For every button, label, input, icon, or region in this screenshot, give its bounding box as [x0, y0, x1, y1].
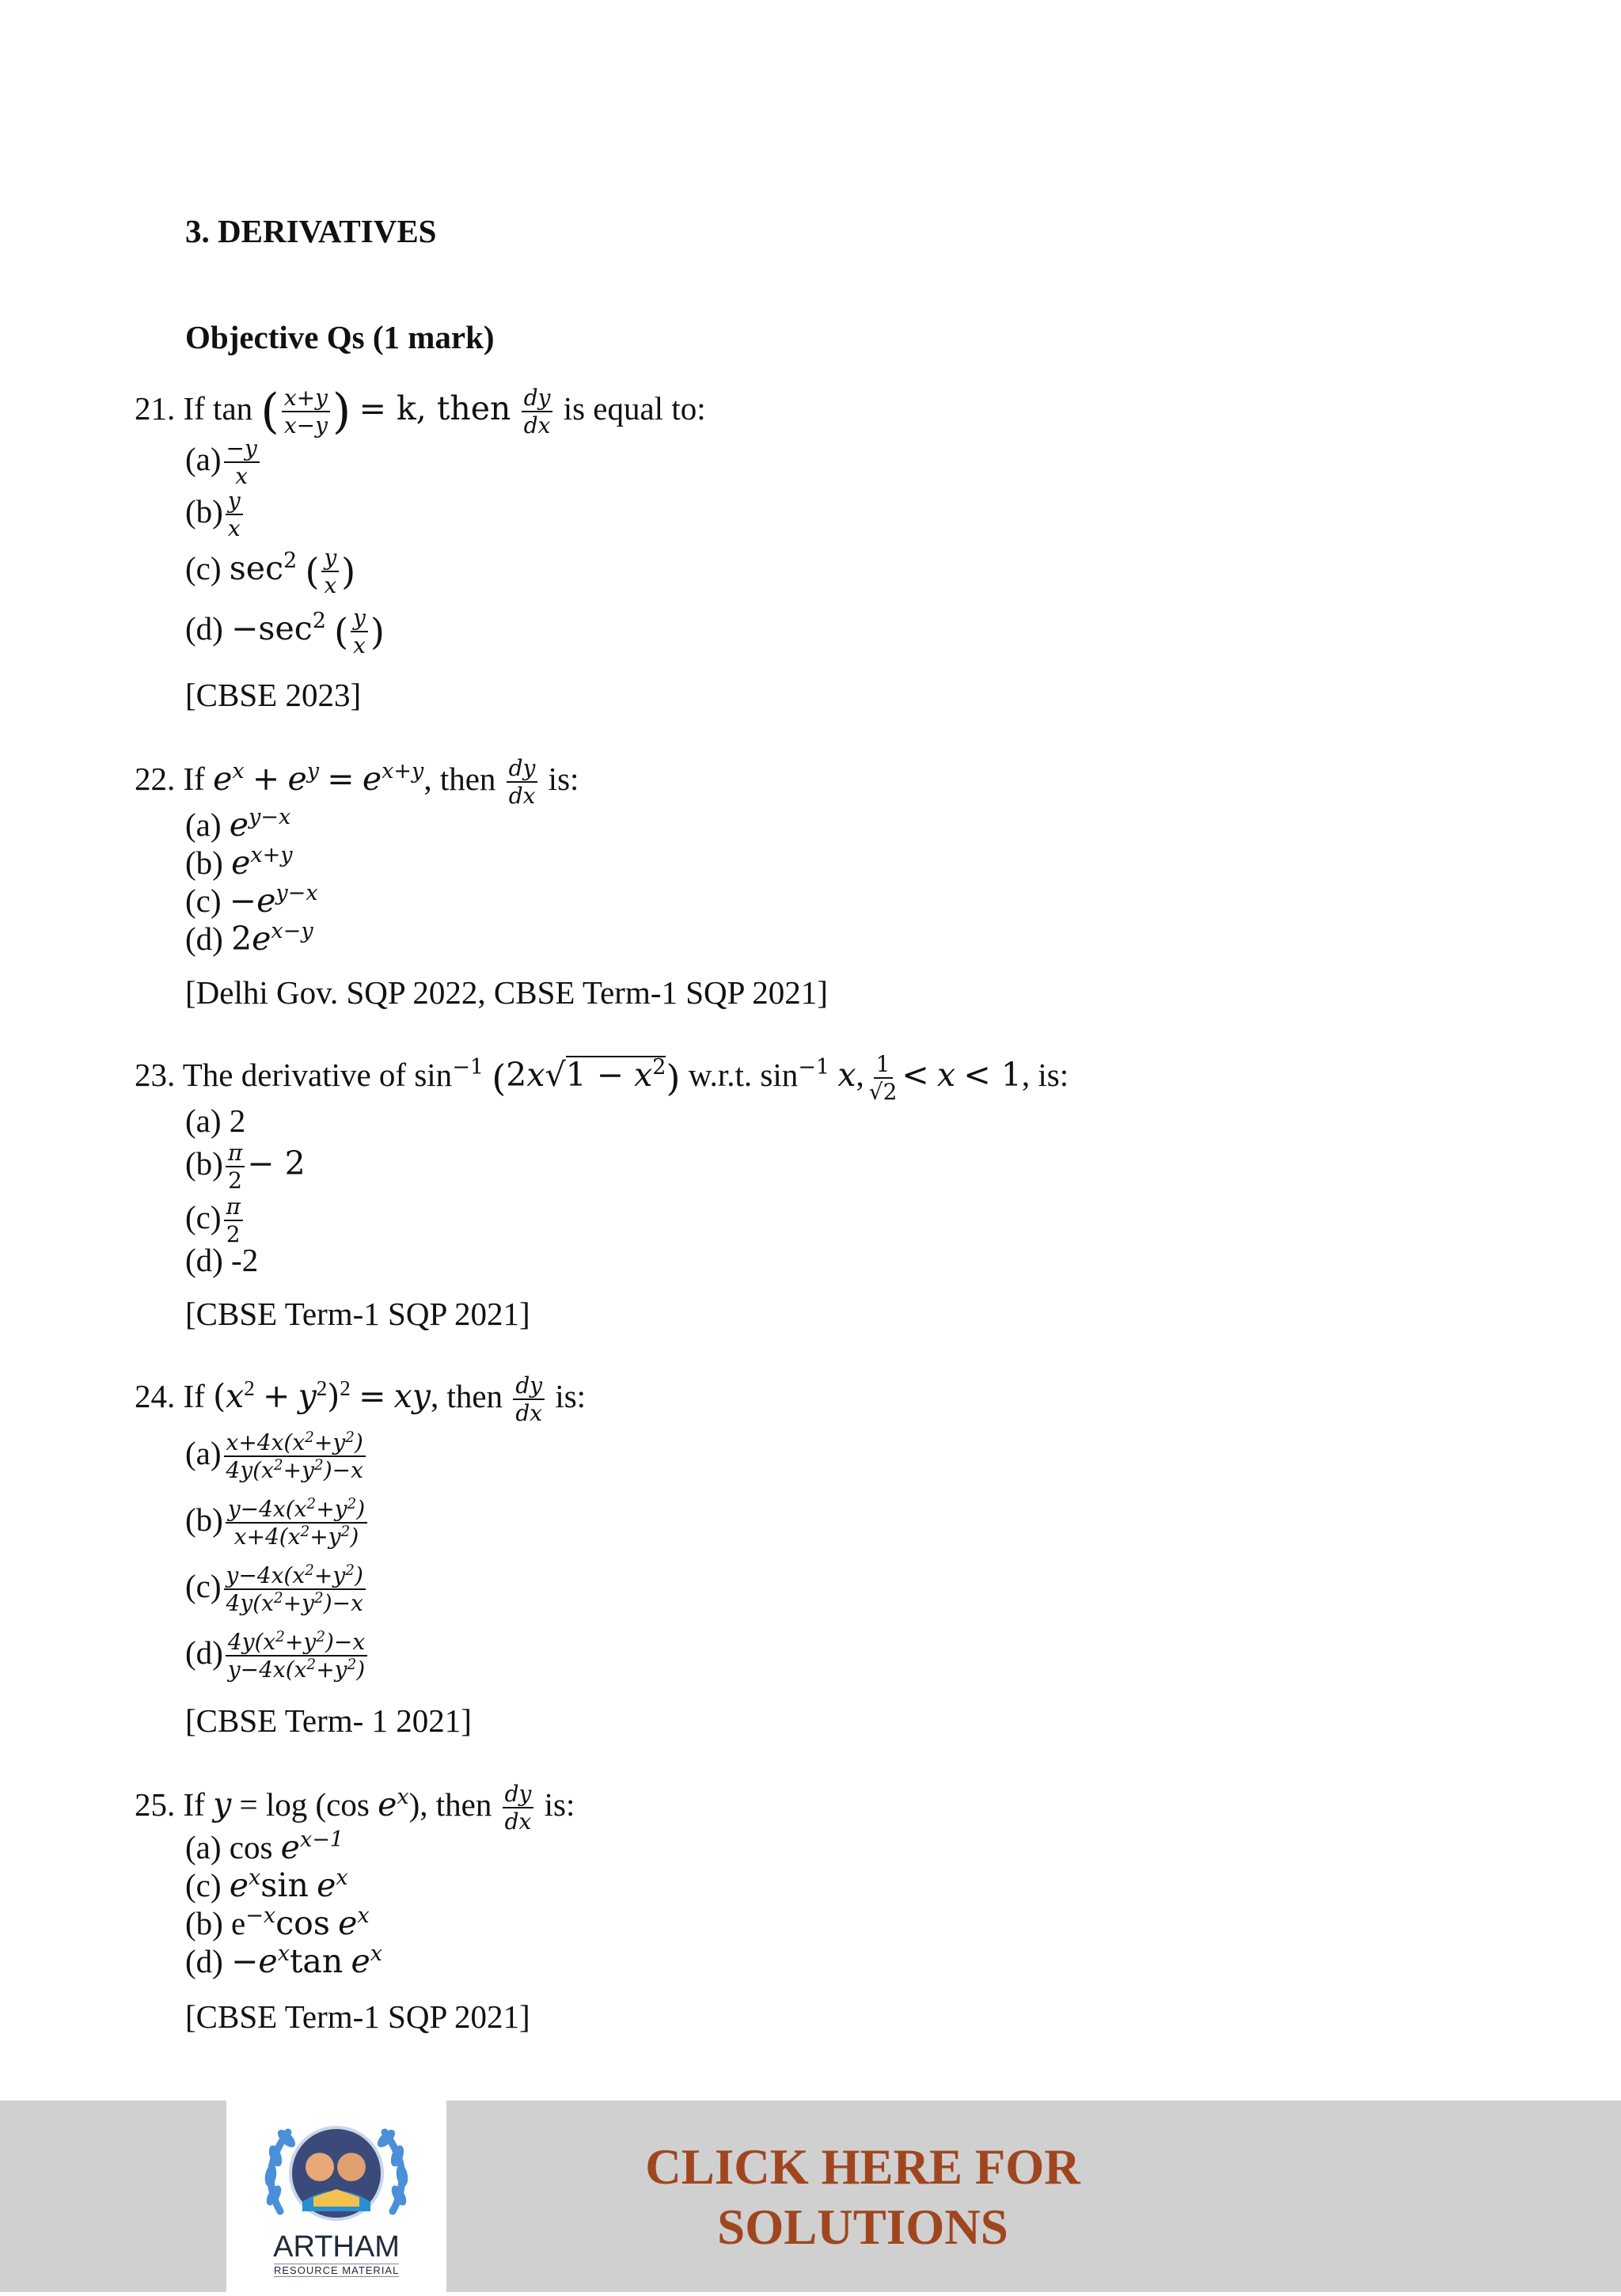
option-a: (a) $\cos e^{x-1}$ — [185, 1827, 344, 1866]
option-a: (a) $e^{y-x}$ — [185, 805, 291, 844]
open-paren: ( — [492, 1057, 507, 1100]
option-a — [185, 1431, 368, 1482]
question-number: 24. — [135, 1377, 176, 1414]
fraction: $\frac{4y(x^2+y^2)-x}{y-4x(x^2+y^2)}$ — [226, 1630, 367, 1682]
dy-dx: $\frac{dy}{dx}$ — [513, 1374, 545, 1425]
question-number: 23. — [135, 1056, 176, 1093]
option-label: (a) — [185, 806, 222, 843]
chapter-title: 3. DERIVATIVES — [185, 213, 437, 249]
question-number: 25. — [135, 1786, 176, 1823]
close-paren: ) — [370, 610, 385, 654]
option-c — [185, 1564, 368, 1615]
cta-line-2: SOLUTIONS — [717, 2199, 1008, 2255]
fraction: $\frac{y}{x}$ — [321, 546, 339, 598]
question-22: 22. If $e^x + e^y = e^{x+y}$, then $\frac{dy}{dx}$ is: — [135, 755, 579, 810]
question-text: is: — [555, 1377, 587, 1414]
fraction: $\frac{y}{x}$ — [226, 489, 243, 541]
question-text: If — [183, 760, 205, 797]
option-label: (a) cos — [185, 1829, 273, 1865]
question-text: The derivative of sin — [182, 1056, 453, 1093]
fraction: $\frac{\pi}{2}$ — [226, 1141, 245, 1193]
fraction: $\frac{y-4x(x^2+y^2)}{4y(x^2+y^2)-x}$ — [224, 1564, 366, 1615]
source-22: [Delhi Gov. SQP 2022, CBSE Term-1 SQP 2021] — [185, 974, 828, 1011]
question-text: If — [183, 1786, 205, 1823]
option-b — [185, 1497, 370, 1549]
question-text: = k, then — [359, 389, 511, 427]
fraction: $\frac{\pi}{2}$ — [224, 1195, 243, 1247]
option-a: (a) 2 — [185, 1102, 246, 1139]
question-text: = log (cos — [239, 1786, 370, 1823]
open-paren: ( — [334, 610, 349, 654]
solutions-link[interactable] — [546, 2137, 1179, 2257]
option-label: (c) — [185, 1567, 222, 1604]
fraction: $\frac{x+4x(x^2+y^2)}{4y(x^2+y^2)-x}$ — [224, 1431, 366, 1482]
open-paren: ( — [260, 384, 279, 440]
dy-dx: $\frac{dy}{dx}$ — [522, 386, 553, 438]
close-paren: ) — [341, 550, 356, 594]
source-24: [CBSE Term- 1 2021] — [185, 1702, 472, 1739]
cta-line-1: CLICK HERE FOR — [645, 2139, 1080, 2195]
dy-dx: $\frac{dy}{dx}$ — [507, 757, 538, 808]
option-d: $(d) -e^x\tan$ $e^x$ — [185, 1941, 383, 1980]
option-label: (c) — [185, 549, 222, 586]
logo-subtitle: RESOURCE MATERIAL — [274, 2264, 400, 2276]
question-number: 21. — [135, 389, 176, 427]
close-paren: ) — [666, 1057, 681, 1100]
dy-dx: $\frac{dy}{dx}$ — [503, 1782, 534, 1834]
question-text: is: — [548, 760, 579, 797]
option-label: (b) — [185, 1501, 223, 1538]
question-text: , is: — [1021, 1056, 1069, 1093]
artham-logo[interactable] — [226, 2101, 446, 2292]
logo-name: ARTHAM — [273, 2230, 400, 2264]
option-label: (d) — [185, 609, 223, 647]
option-c: (c) $e^x\sin$ $e^x$ — [185, 1865, 348, 1904]
question-25: 25. If y = log (cos $e^x$), then $\frac{dy}{dx}$ is: — [135, 1781, 575, 1835]
option-b: (b) $e^{-x}\cos$ $e^x$ — [185, 1903, 370, 1942]
option-label: (b) e — [185, 1905, 246, 1941]
open-paren: ( — [305, 550, 320, 594]
option-a — [185, 437, 262, 488]
option-label: (c) — [185, 1198, 222, 1235]
question-number: 22. — [135, 760, 176, 797]
option-label: (d) — [185, 1943, 223, 1979]
question-text: ), then — [408, 1786, 492, 1823]
option-d: (d) $2e^{x-y}$ — [185, 919, 313, 958]
option-b: (b) $\frac{\pi}{2}$ − 2 — [185, 1140, 306, 1194]
question-24: 24. If $(x^2 + y^2)^2$ = xy, then $\frac{dy}{dx}$ is: — [135, 1372, 587, 1427]
source-25: [CBSE Term-1 SQP 2021] — [185, 1998, 530, 2035]
close-paren: ) — [332, 384, 351, 440]
option-d — [185, 1630, 370, 1682]
option-label: (b) — [185, 844, 223, 881]
question-text: If — [183, 1377, 205, 1414]
fraction: $\frac{-y}{x}$ — [224, 437, 260, 488]
question-text: is equal to: — [563, 389, 706, 427]
fraction: $\frac{y-4x(x^2+y^2)}{x+4(x^2+y^2)}$ — [226, 1497, 367, 1549]
option-label: (a) — [185, 440, 222, 477]
option-c: (c) $\sec^2$ ( $\frac{y}{x}$ ) — [185, 545, 356, 599]
option-b — [185, 489, 245, 541]
option-c — [185, 1195, 245, 1247]
option-d: $(d) -\sec^2$ ( $\frac{y}{x}$ ) — [185, 605, 385, 659]
source-21: [CBSE 2023] — [185, 677, 362, 713]
fraction: $\frac{1}{√2}$ — [868, 1051, 898, 1106]
question-23: 23. The derivative of $\sin^{-1} (2x√1 - x^2)$ w.r.t. $\sin^{-1} x$, $\frac{1}{√2}$ < x < 1, is: — [135, 1051, 1069, 1106]
question-text: w.r.t. sin — [688, 1056, 799, 1093]
source-23: [CBSE Term-1 SQP 2021] — [185, 1296, 530, 1332]
option-c: $(c) -e^{y-x}$ — [185, 881, 318, 920]
option-label: (c) — [185, 882, 222, 919]
question-text: , then — [430, 1377, 503, 1414]
question-text: is: — [544, 1786, 575, 1823]
option-d: (d) -2 — [185, 1242, 259, 1278]
question-21 — [135, 386, 706, 438]
section-title: Objective Qs (1 mark) — [185, 319, 495, 355]
option-label: (a) — [185, 1434, 222, 1471]
fraction: $\frac{y}{x}$ — [351, 606, 368, 658]
option-label: (c) — [185, 1867, 222, 1903]
option-label: (b) — [185, 492, 223, 529]
fraction: $\frac{x+y}{x-y}$ — [282, 386, 330, 438]
option-label: (b) — [185, 1144, 223, 1182]
option-label: (d) — [185, 920, 223, 957]
question-text: If tan — [183, 389, 253, 427]
option-label: (d) — [185, 1634, 223, 1671]
option-b: (b) $e^{x+y}$ — [185, 843, 293, 882]
